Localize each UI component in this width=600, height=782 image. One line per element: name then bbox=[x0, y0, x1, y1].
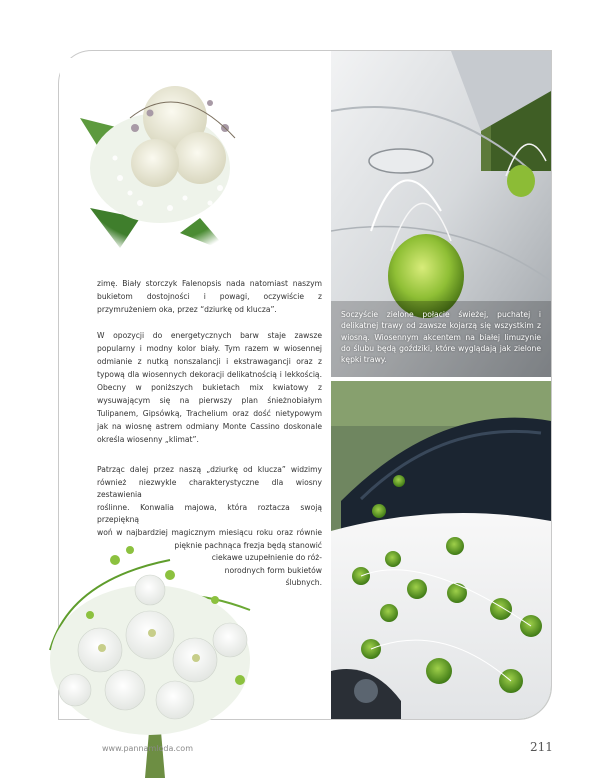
text-line: również niezwykle charakterystyczne dla wiosny zestawienia bbox=[97, 477, 322, 500]
article-paragraph: zimę. Biały storczyk Falenopsis nada natomiast naszym bukietom dostojności i powagi, oczywiście z przymrużeniem oka, przez “dziurkę od klucza”. bbox=[97, 279, 322, 314]
text-line: woń w najbardziej magicznym miesiącu roku oraz równie bbox=[97, 527, 322, 537]
article-paragraph-wrapped bbox=[97, 464, 322, 590]
white-rose-bouquet-image bbox=[60, 58, 260, 258]
photo-caption: Soczyście zielone połacie świeżej, puchatej i delikatnej trawy od zawsze kojarzą się wszystkim z wiosną. Wiosennym akcentem na białej limuzynie do ślubu będą goździki, które wyglądają jak zielone kępki trawy. bbox=[341, 310, 541, 365]
page-number: 211 bbox=[530, 740, 553, 754]
article-body bbox=[97, 277, 322, 459]
text-line: Patrząc dalej przez naszą „dziurkę od klucza” widzimy bbox=[97, 465, 322, 474]
text-line: norodnych form bukietów bbox=[224, 565, 322, 575]
text-line: roślinne. Konwalia majowa, która roztacza swoją przepiękną bbox=[97, 502, 322, 525]
text-line: ciekawe uzupełnienie do róż- bbox=[211, 553, 322, 563]
website-url[interactable]: www.pannamloda.com bbox=[102, 744, 193, 753]
text-line: ślubnych. bbox=[285, 578, 322, 588]
car-door-handle-photo bbox=[331, 51, 551, 377]
text-line: pięknie pachnąca frezja będą stanowić bbox=[174, 540, 322, 550]
car-hood-photo bbox=[331, 381, 551, 719]
article-paragraph: W opozycji do energetycznych barw staje zawsze popularny i modny kolor biały. Tym razem w wiosennej odmianie z nutką nonszalancji i ekstrawagancji oraz z typową dla wiosennych dekoracji delikatnością i lekkością. Obecny w poniższych bukietach mix kwiatowy z wysuwającym się na pierwszy plan śnieżnobiałym Tulipanem, Gipsówką, Trachelium oraz dość nietypowym jak na wiosnę astrem odmiany Monte Cassino doskonale określa wiosenny „klimat”. bbox=[97, 331, 322, 444]
